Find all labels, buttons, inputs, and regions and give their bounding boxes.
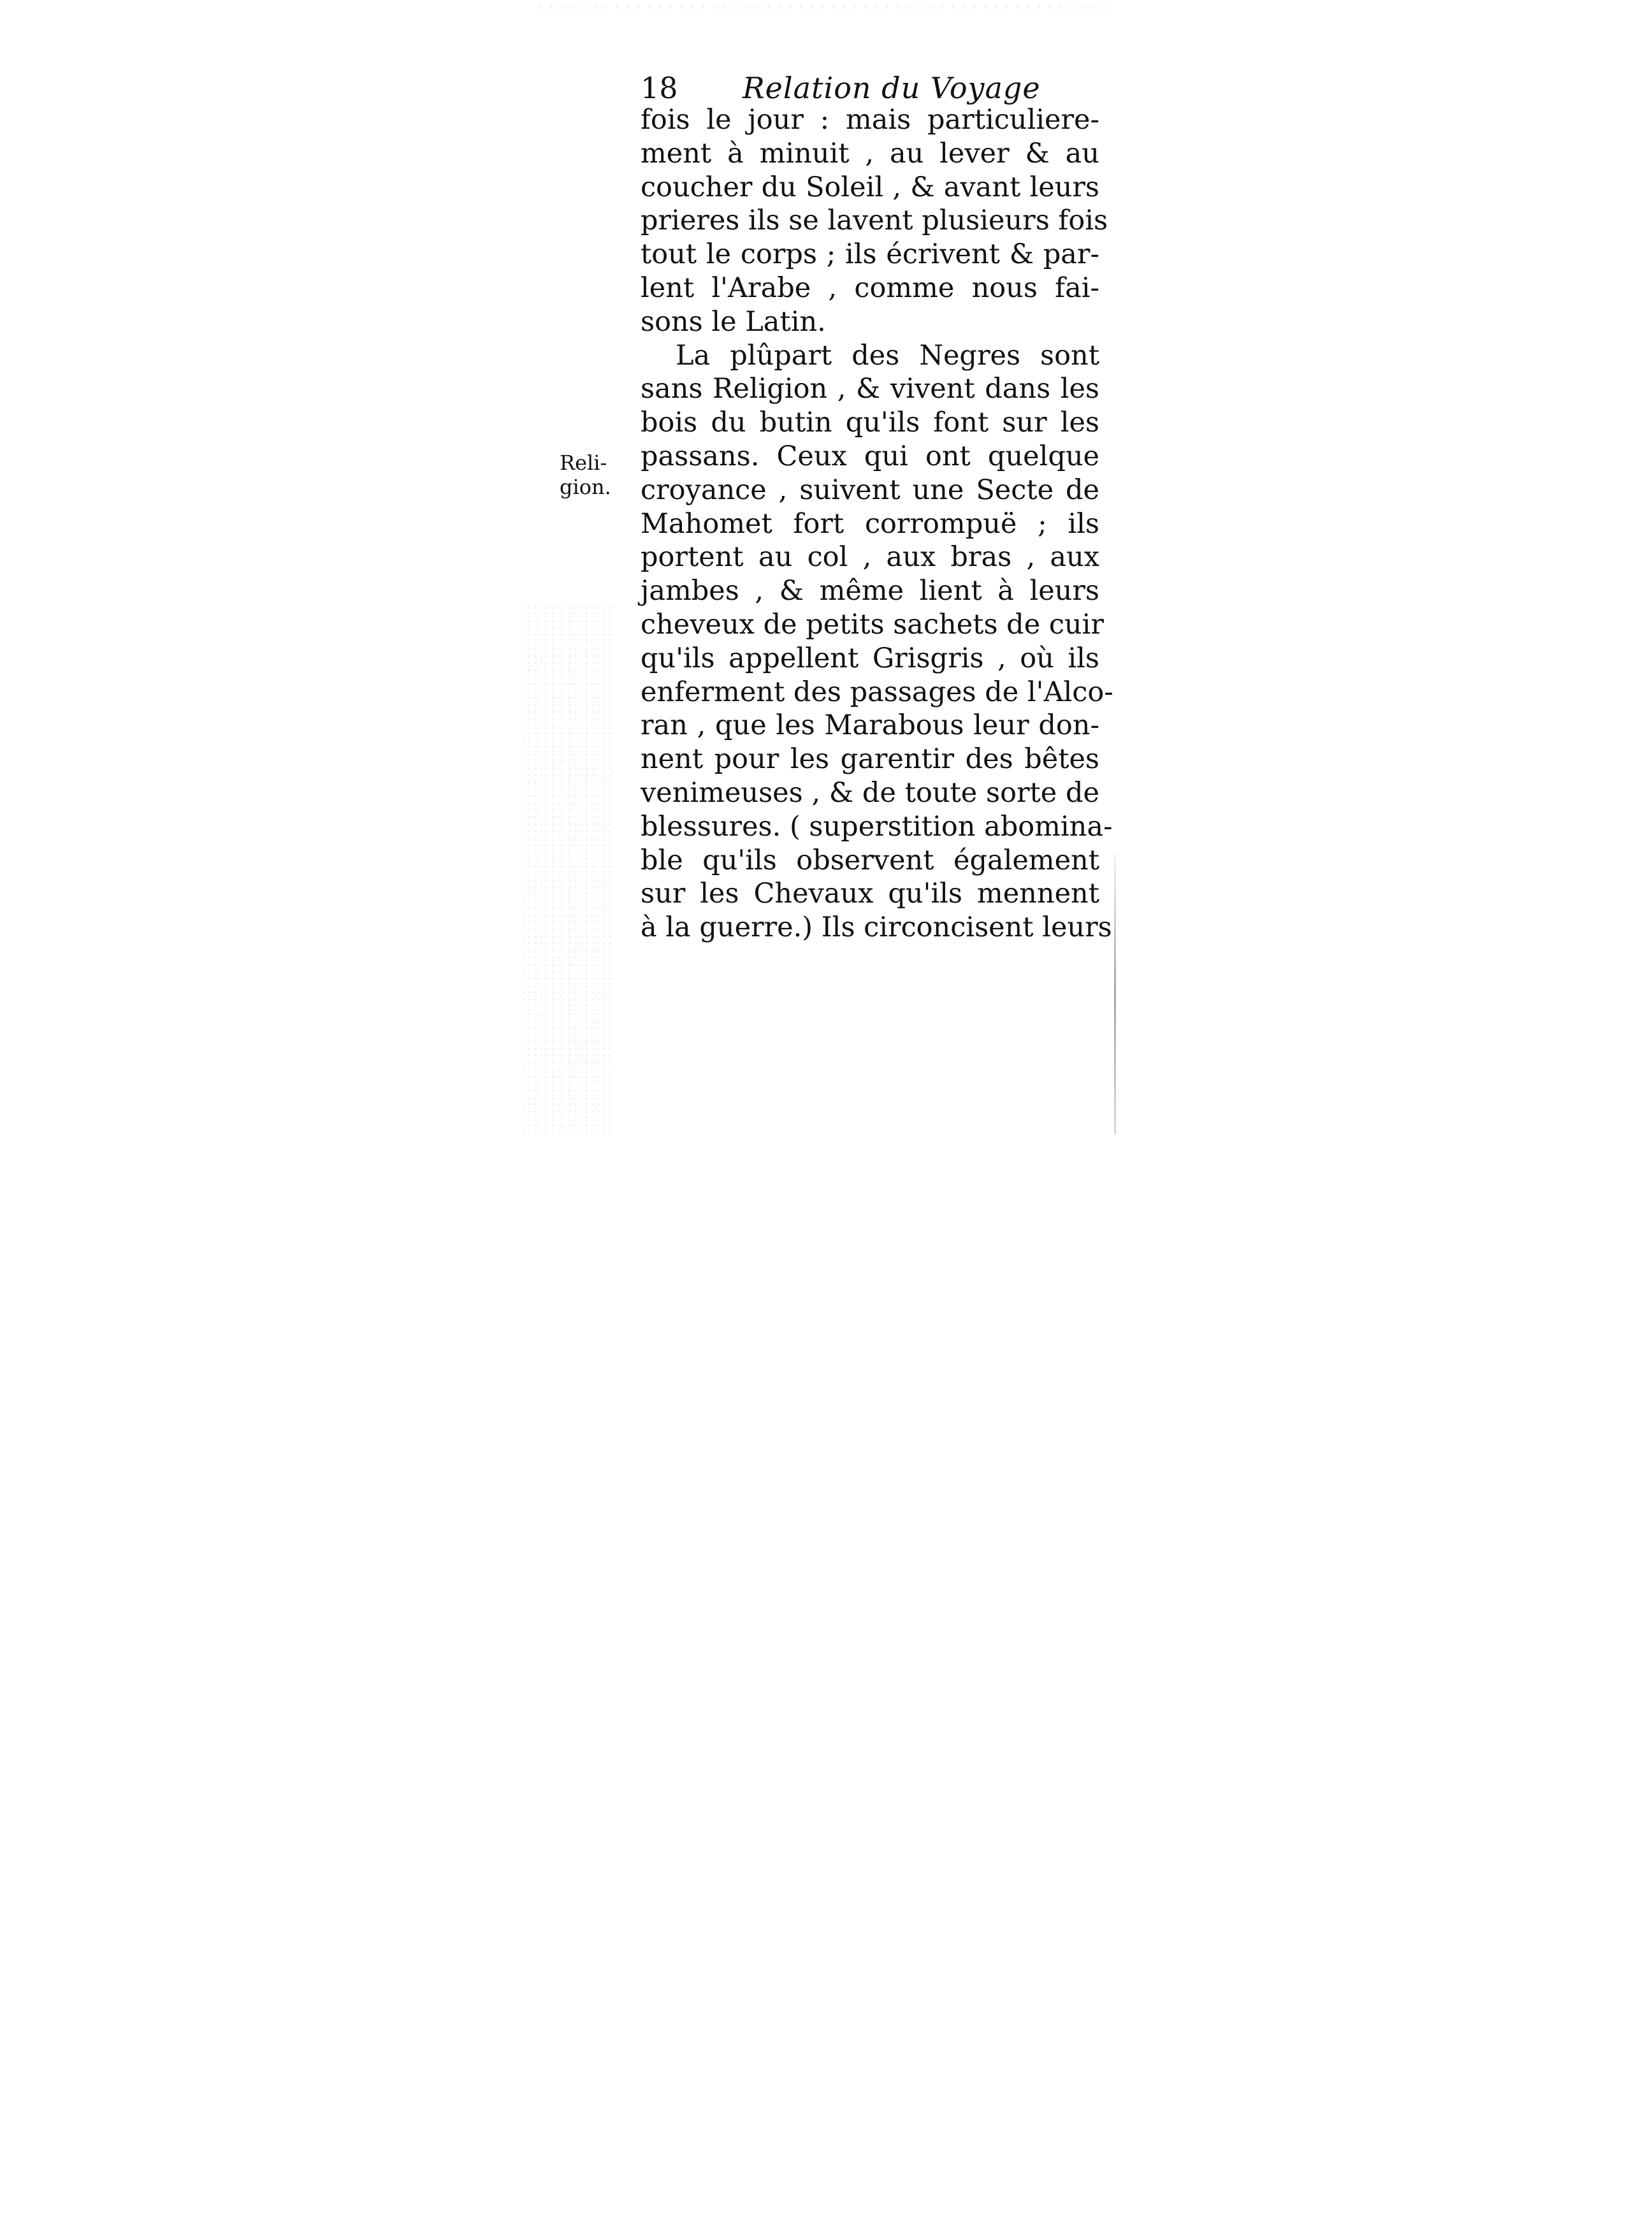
text-line: venimeuses , & de toute sorte de [641, 776, 1099, 809]
text-line: sons le Latin. [641, 305, 826, 338]
marginal-note-line: gion. [560, 475, 611, 499]
text-line: à la guerre.) Ils circoncisent leurs [641, 911, 1112, 944]
text-line: jambes , & même lient à leurs [641, 575, 1099, 607]
page-number: 18 [641, 71, 678, 105]
text-line: La plûpart des Negres sont [676, 339, 1099, 372]
body-text [641, 103, 1113, 945]
marginal-note [560, 451, 630, 499]
text-line: tout le corps ; ils écrivent & par- [641, 238, 1099, 271]
text-line: passans. Ceux qui ont quelque [641, 440, 1099, 472]
text-line: prieres ils se lavent plusieurs fois [641, 205, 1108, 237]
text-line: coucher du Soleil , & avant leurs [641, 171, 1099, 203]
text-line: enferment des passages de l'Alco- [641, 676, 1113, 708]
text-line: Mahomet fort corrompuë ; ils [641, 507, 1099, 540]
text-line: ran , que les Marabous leur don- [641, 709, 1099, 742]
text-line: ment à minuit , au lever & au [641, 137, 1099, 170]
text-line: sans Religion , & vivent dans les [641, 373, 1099, 405]
text-line: qu'ils appellent Grisgris , où ils [641, 642, 1099, 674]
text-line: portent au col , aux bras , aux [641, 541, 1099, 574]
text-line: ble qu'ils observent également [641, 844, 1099, 876]
paragraph-2 [641, 339, 1113, 945]
page-top-edge [535, 4, 1109, 13]
paragraph-1 [641, 103, 1108, 339]
page-right-edge [1114, 854, 1116, 1135]
binding-gutter [523, 606, 612, 1135]
text-line: blessures. ( superstition abomina- [641, 810, 1113, 843]
text-line: sur les Chevaux qu'ils mennent [641, 878, 1099, 910]
text-line: fois le jour : mais particuliere- [641, 104, 1099, 136]
text-line: lent l'Arabe , comme nous fai- [641, 272, 1099, 304]
running-title: Relation du Voyage [743, 71, 1041, 105]
running-head [641, 69, 1099, 107]
marginal-note-line: Reli- [560, 451, 607, 475]
text-line: croyance , suivent une Secte de [641, 474, 1099, 506]
text-line: nent pour les garentir des bêtes [641, 743, 1099, 776]
text-line: bois du butin qu'ils font sur les [641, 407, 1099, 439]
text-line: cheveux de petits sachets de cuir [641, 608, 1104, 641]
